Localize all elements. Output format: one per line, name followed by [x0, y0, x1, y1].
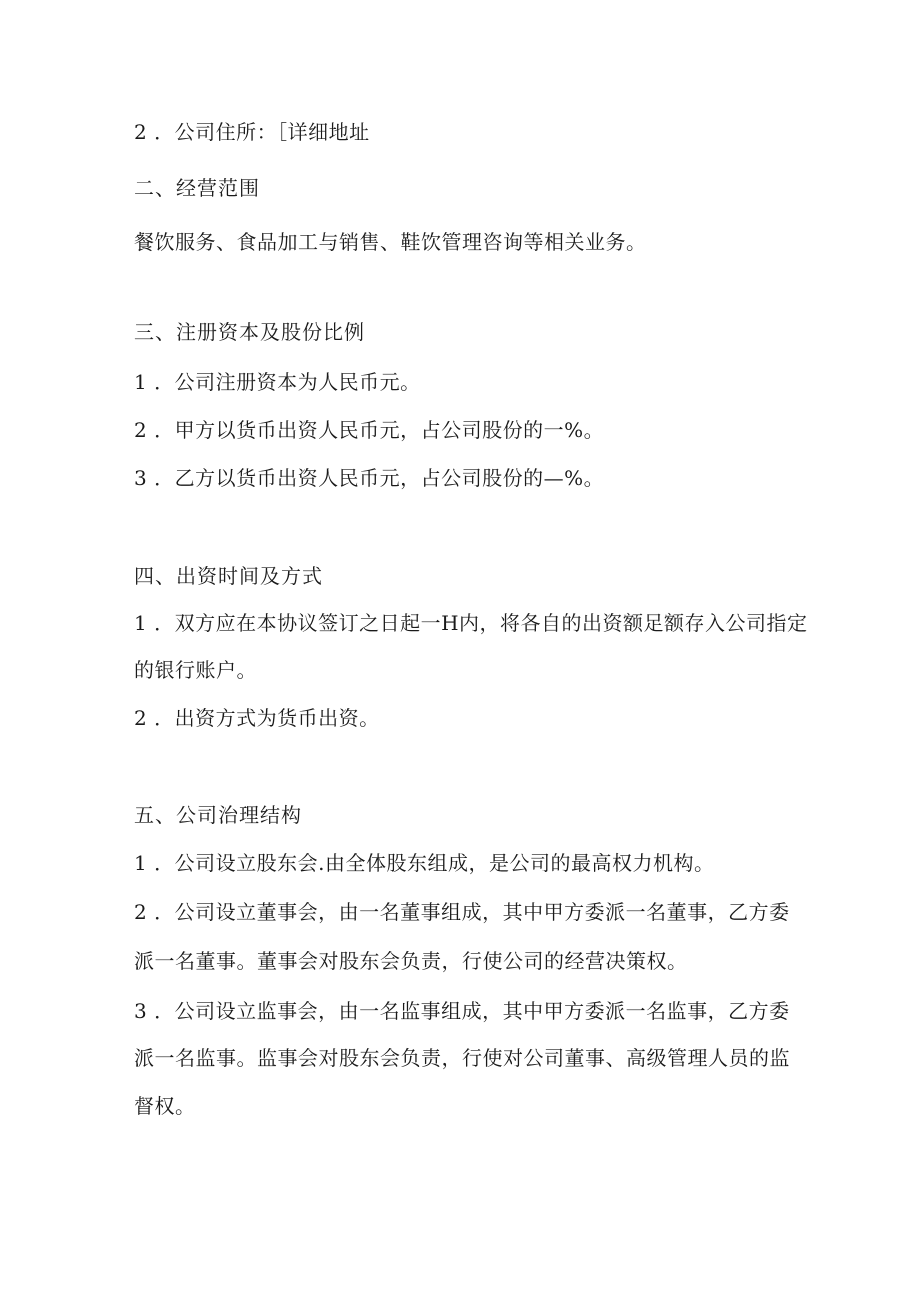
address-line: 2 ．公司住所：［详细地址 [134, 120, 370, 144]
section-5-item-2-line-2: 派一名董事。董事会对股东会负责，行使公司的经营决策权。 [134, 949, 688, 973]
section-3-heading: 三、注册资本及股份比例 [134, 320, 365, 344]
section-2-body: 餐饮服务、食品加工与销售、鞋饮管理咨询等相关业务。 [134, 230, 647, 254]
section-5-item-3-line-3: 督权。 [134, 1094, 196, 1118]
section-5-heading: 五、公司治理结构 [134, 803, 302, 827]
section-4-item-2: 2 ．出资方式为货币出资。 [134, 706, 380, 730]
section-2-heading: 二、经营范围 [134, 176, 260, 200]
section-5-item-3-line-1: 3 ．公司设立监事会，由一名监事组成，其中甲方委派一名监事，乙方委 [134, 999, 790, 1023]
section-4-heading: 四、出资时间及方式 [134, 564, 323, 588]
section-3-item-3: 3 ．乙方以货币出资人民币元，占公司股份的—%。 [134, 466, 605, 490]
section-5-item-3-line-2: 派一名监事。监事会对股东会负责，行使对公司董事、高级管理人员的监 [134, 1046, 790, 1070]
section-4-item-1-line-2: 的银行账户。 [134, 658, 257, 682]
section-3-item-1: 1 ．公司注册资本为人民币元。 [134, 370, 421, 394]
section-3-item-2: 2 ．甲方以货币出资人民币元，占公司股份的一%。 [134, 418, 605, 442]
section-5-item-1: 1 ．公司设立股东会.由全体股东组成，是公司的最高权力机构。 [134, 851, 715, 875]
section-4-item-1-line-1: 1 ．双方应在本协议签订之日起一H内，将各自的出资额足额存入公司指定 [134, 611, 808, 635]
section-5-item-2-line-1: 2 ．公司设立董事会，由一名董事组成，其中甲方委派一名董事，乙方委 [134, 900, 790, 924]
